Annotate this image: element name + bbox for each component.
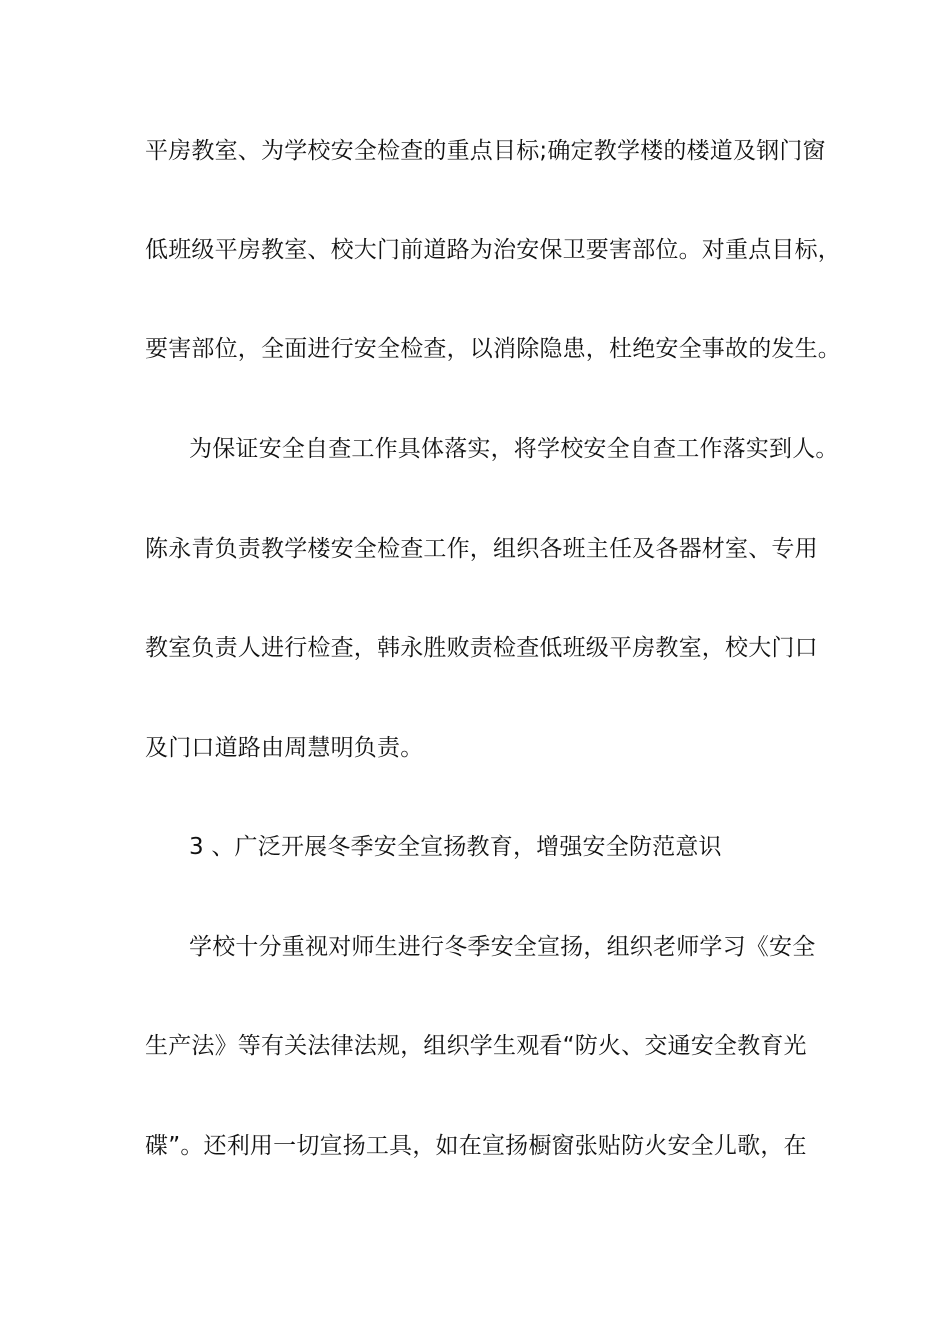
paragraph-line: 低班级平房教室、校大门前道路为治安保卫要害部位。对重点目标， <box>145 237 841 263</box>
paragraph-line: 教室负责人进行检查，韩永胜败责检查低班级平房教室，校大门口 <box>145 635 818 661</box>
paragraph-line: 碟”。还利用一切宣扬工具，如在宣扬橱窗张贴防火安全儿歌，在 <box>145 1133 807 1159</box>
paragraph-line: 要害部位，全面进行安全检查，以消除隐患，杜绝安全事故的发生。 <box>145 336 841 362</box>
paragraph-line-indented: 学校十分重视对师生进行冬季安全宣扬，组织老师学习《安全 <box>189 934 816 960</box>
paragraph-line-indented: 为保证安全自查工作具体落实，将学校安全自查工作落实到人。 <box>189 436 839 462</box>
section-heading: 3 、广泛开展冬季安全宣扬教育，增强安全防范意识 <box>189 834 722 860</box>
paragraph-line: 生产法》等有关法律法规，组织学生观看“防火、交通安全教育光 <box>145 1033 807 1059</box>
paragraph-line: 平房教室、为学校安全检查的重点目标;确定教学楼的楼道及钢门窗 <box>145 138 826 164</box>
paragraph-line: 陈永青负责教学楼安全检查工作，组织各班主任及各器材室、专用 <box>145 536 818 562</box>
paragraph-line: 及门口道路由周慧明负责。 <box>145 735 424 761</box>
